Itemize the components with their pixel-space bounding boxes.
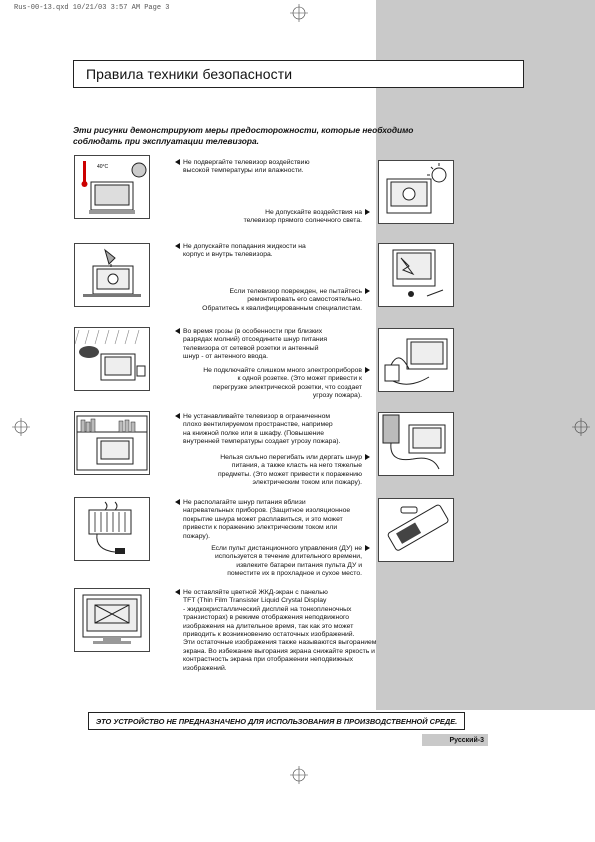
registration-mark-icon xyxy=(572,418,590,436)
right-arrow-icon xyxy=(365,288,370,294)
page-number: Русский-3 xyxy=(422,734,488,746)
file-header: Rus-00-13.qxd 10/21/03 3:57 AM Page 3 xyxy=(14,4,170,12)
industrial-use-warning: ЭТО УСТРОЙСТВО НЕ ПРЕДНАЗНАЧЕНО ДЛЯ ИСПОЛЬЗОВАНИЯ В ПРОИЗВОДСТВЕННОЙ СРЕДЕ. xyxy=(88,712,465,730)
page-title: Правила техники безопасности xyxy=(86,66,293,82)
right-arrow-icon xyxy=(365,545,370,551)
tv-still-image-icon xyxy=(74,588,150,652)
left-arrow-icon xyxy=(175,413,180,419)
tv-power-cord-icon xyxy=(378,412,454,476)
tv-liquid-icon xyxy=(74,243,150,307)
left-arrow-icon xyxy=(175,159,180,165)
remote-batteries-icon xyxy=(378,498,454,562)
left-arrow-icon xyxy=(175,328,180,334)
page-title-box xyxy=(73,60,395,88)
tv-overloaded-outlet-icon xyxy=(378,328,454,392)
registration-mark-icon xyxy=(290,4,308,22)
right-arrow-icon xyxy=(365,454,370,460)
svg-text:40°C: 40°C xyxy=(97,164,109,170)
heater-cord-icon xyxy=(74,497,150,561)
registration-mark-icon xyxy=(12,418,30,436)
left-arrow-icon xyxy=(175,499,180,505)
right-arrow-icon xyxy=(365,209,370,215)
intro-text: Эти рисунки демонстрируют меры предосторожности, которые необходимо соблюдать при эксплуатации телевизора. xyxy=(73,125,414,146)
tv-thunderstorm-icon xyxy=(74,327,150,391)
left-arrow-icon xyxy=(175,589,180,595)
tv-heat-humidity-icon xyxy=(74,155,150,219)
tv-bookshelf-icon xyxy=(74,411,150,475)
right-arrow-icon xyxy=(365,367,370,373)
left-arrow-icon xyxy=(175,243,180,249)
tv-broken-icon xyxy=(378,243,454,307)
registration-mark-icon xyxy=(290,766,308,784)
tv-sunlight-icon xyxy=(378,160,454,224)
